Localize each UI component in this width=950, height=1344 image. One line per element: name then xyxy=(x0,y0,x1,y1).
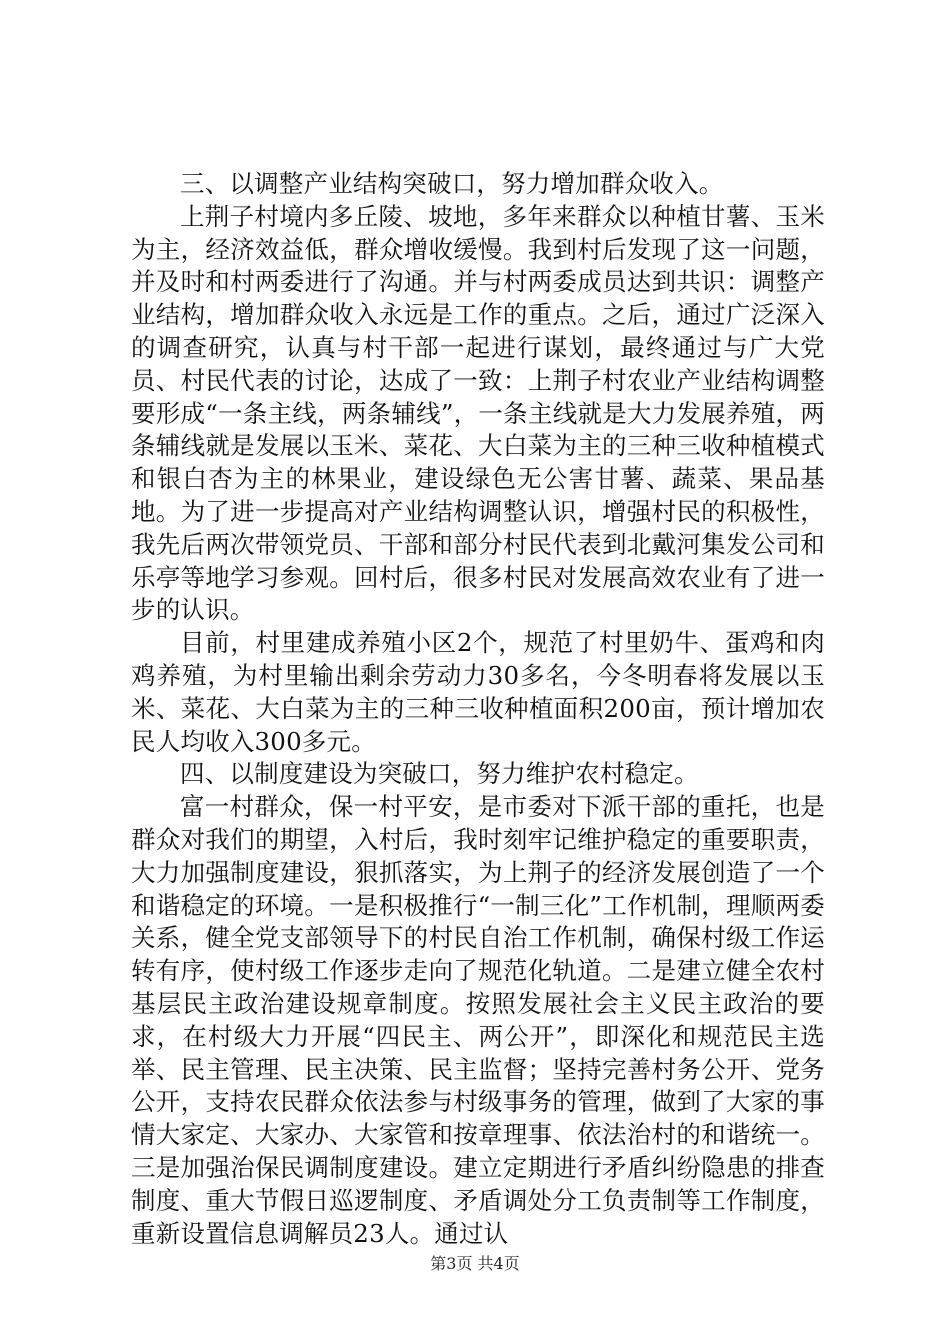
paragraph-system-building: 富一村群众，保一村平安，是市委对下派干部的重托，也是群众对我们的期望，入村后，我时刻牢记维护稳定的重要职责，大力加强制度建设，狠抓落实，为上荆子的经济发展创造了一个和谐稳定的环境。一是积极推行“一制三化”工作机制，理顺两委关系，健全党支部领导下的村民自治工作机制，确保村级工作运转有序，使村级工作逐步走向了规范化轨道。二是建立健全农村基层民主政治建设规章制度。按照发展社会主义民主政治的要求，在村级大力开展“四民主、两公开”，即深化和规范民主选举、民主管理、民主决策、民主监督；坚持完善村务公开、党务公开，支持农民群众依法参与村级事务的管理，做到了大家的事情大家定、大家办、大家管和按章理事、依法治村的和谐统一。三是加强治保民调制度建设。建立定期进行矛盾纠纷隐患的排查制度、重大节假日巡逻制度、矛盾调处分工负责制等工作制度，重新设置信息调解员23人。通过认 xyxy=(131,792,825,1248)
document-body xyxy=(131,168,825,1250)
page-footer: 第3页 共4页 xyxy=(430,1254,520,1273)
section-heading-3: 三、以调整产业结构突破口，努力增加群众收入。 xyxy=(180,169,724,198)
section-heading-4: 四、以制度建设为突破口，努力维护农村稳定。 xyxy=(180,759,699,789)
paragraph-industry-structure: 上荆子村境内多丘陵、坡地，多年来群众以种植甘薯、玉米为主，经济效益低，群众增收缓慢。我到村后发现了这一问题，并及时和村两委进行了沟通。并与村两委成员达到共识：调整产业结构，增加群众收入永远是工作的重点。之后，通过广泛深入的调查研究，认真与村干部一起进行谋划，最终通过与广大党员、村民代表的讨论，达成了一致：上荆子村农业产业结构调整要形成“一条主线，两条辅线”，一条主线就是大力发展养殖，两条辅线就是发展以玉米、菜花、大白菜为主的三种三收种植模式和银白杏为主的林果业，建设绿色无公害甘薯、蔬菜、果品基地。为了进一步提高对产业结构调整认识，增强村民的积极性，我先后两次带领党员、干部和部分村民代表到北戴河集发公司和乐亭等地学习参观。回村后，很多村民对发展高效农业有了进一步的认识。 xyxy=(131,201,825,625)
paragraph-current-results: 目前，村里建成养殖小区2个，规范了村里奶牛、蛋鸡和肉鸡养殖，为村里输出剩余劳动力30多名，今冬明春将发展以玉米、菜花、大白菜为主的三种三收种植面积200亩，预计增加农民人均收入300多元。 xyxy=(131,628,825,756)
